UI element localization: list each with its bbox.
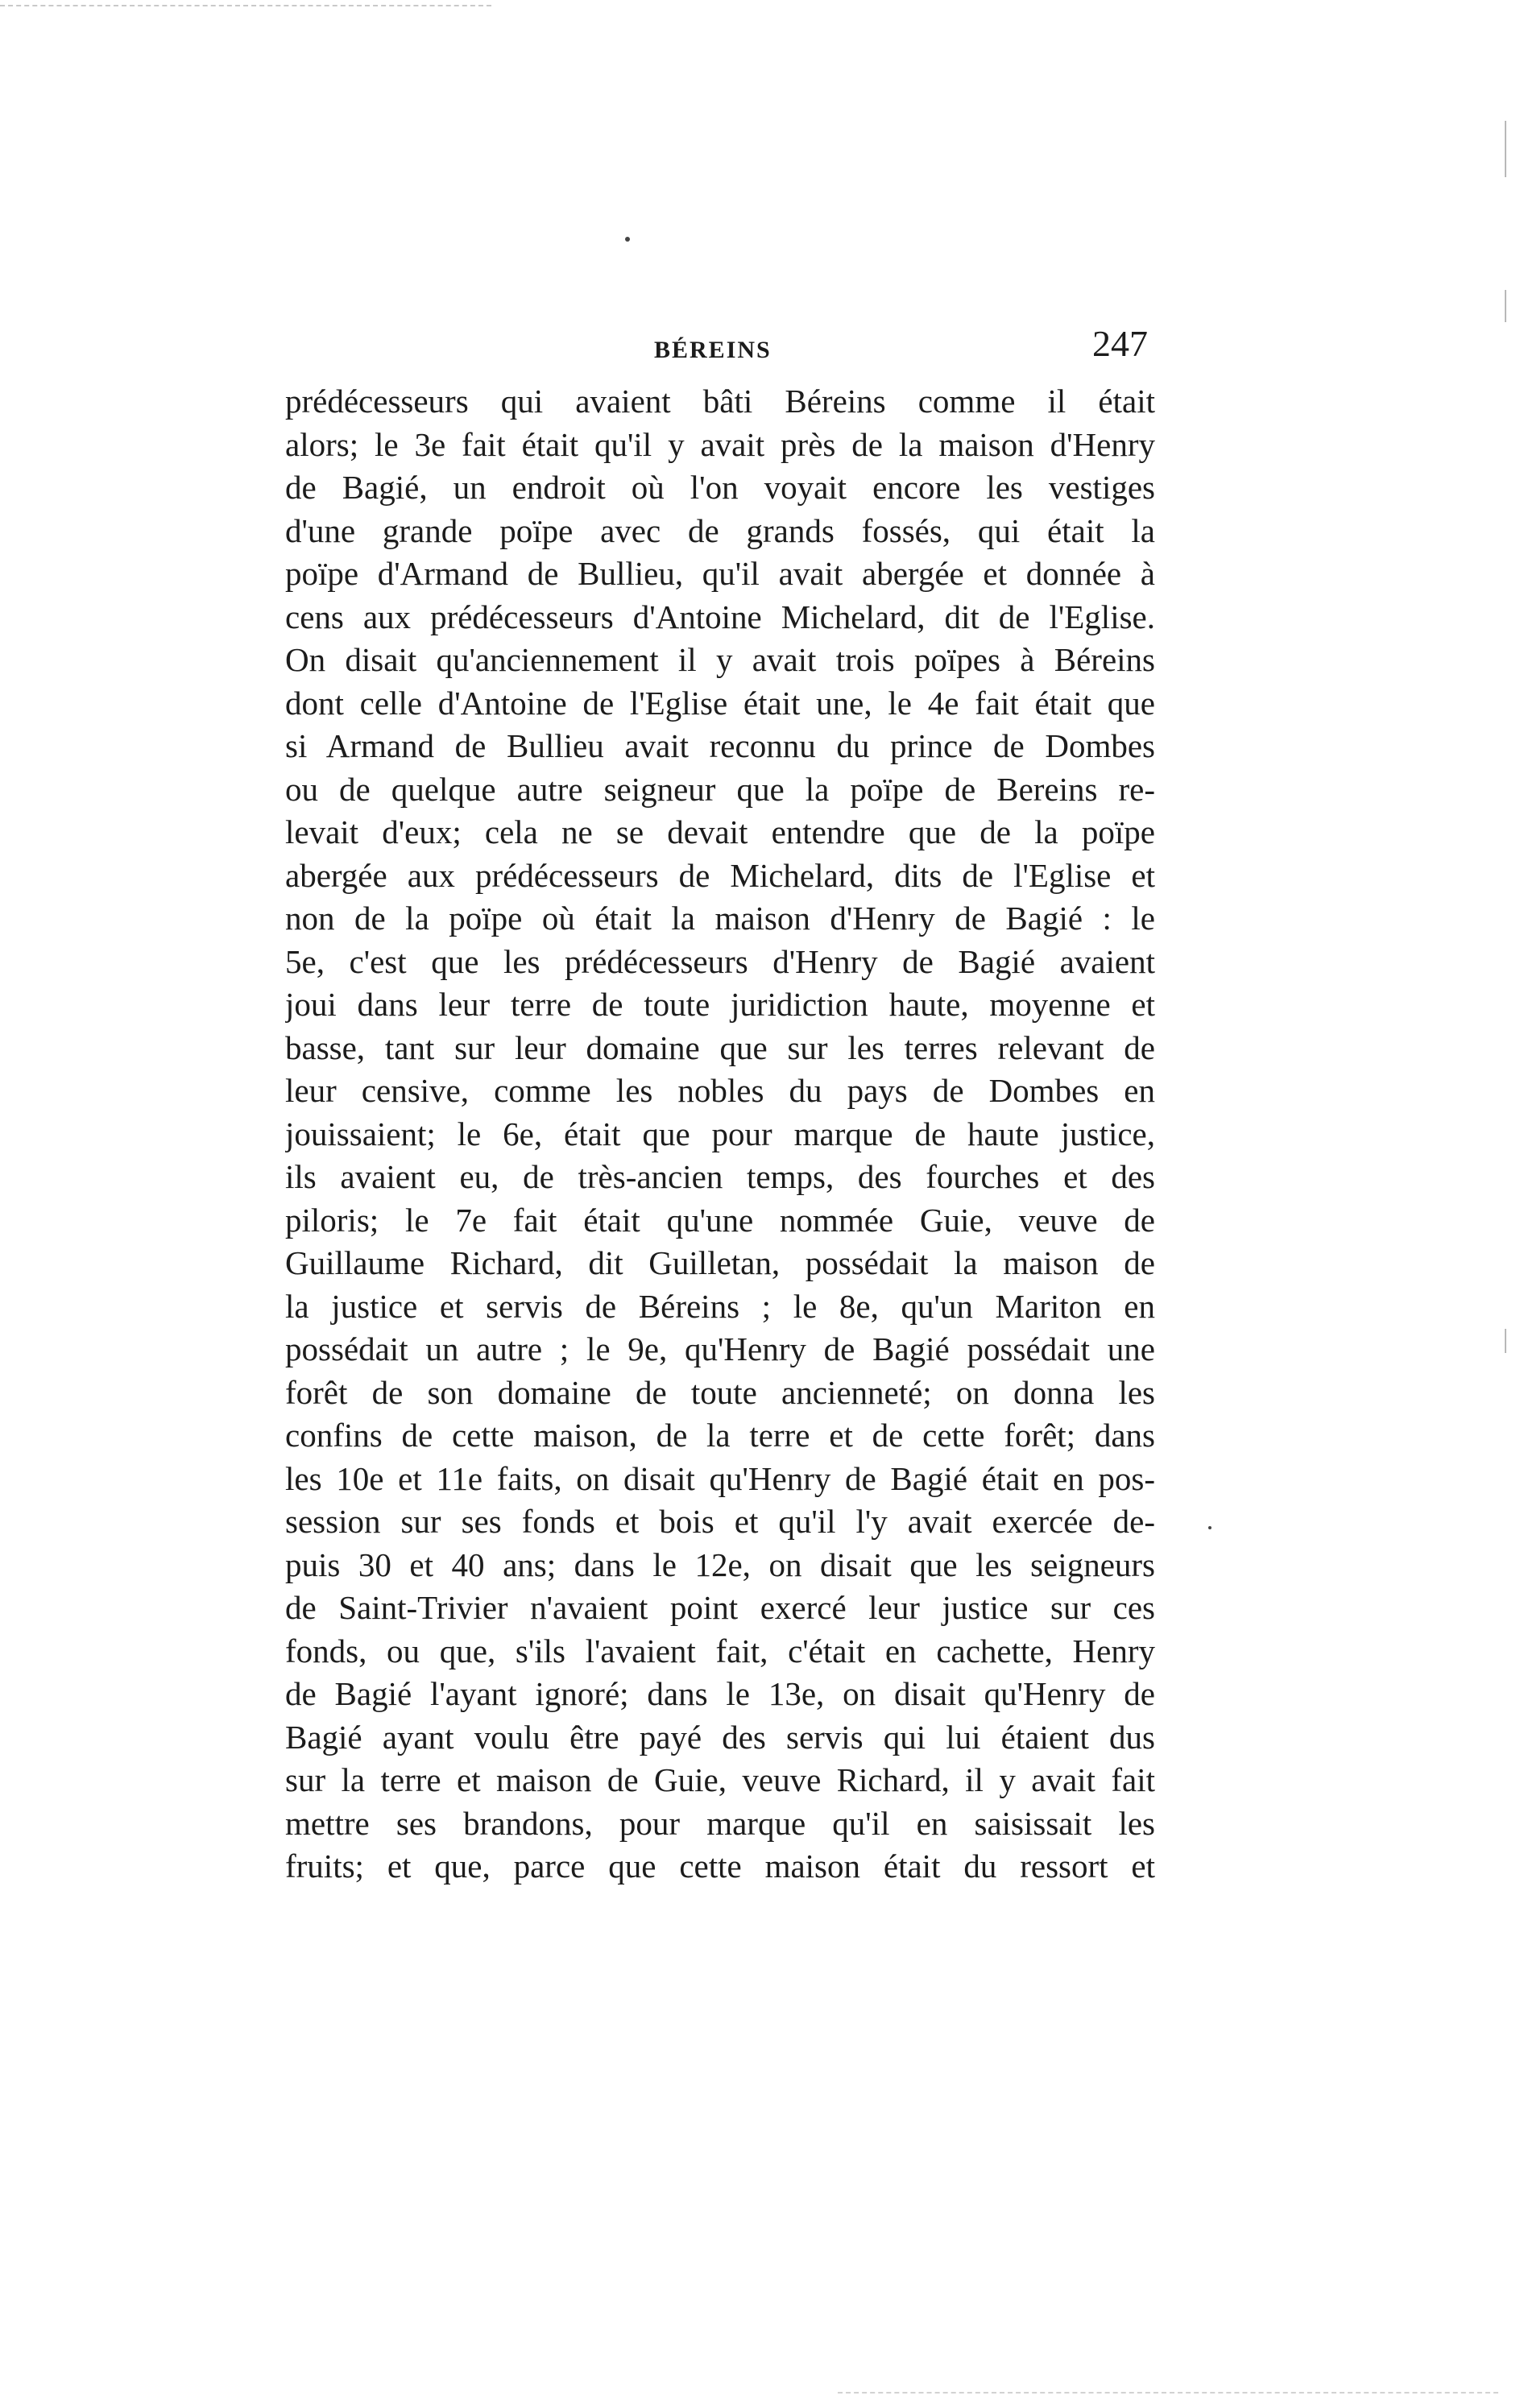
text-line: prédécesseurs qui avaient bâti Béreins comme il était [285,383,1155,420]
text-line: alors; le 3e fait était qu'il y avait près de la maison d'Henry [285,425,1155,463]
scan-speck [1208,1526,1211,1529]
text-line: de Saint-Trivier n'avaient point exercé leur justice sur ces [285,1589,1155,1626]
text-line: abergée aux prédécesseurs de Michelard, dits de l'Eglise et [285,856,1155,894]
text-line: confins de cette maison, de la terre et de cette forêt; dans [285,1417,1155,1454]
text-line: les 10e et 11e faits, on disait qu'Henry de Bagié était en pos- [285,1459,1155,1497]
text-line: levait d'eux; cela ne se devait entendre que de la poïpe [285,813,1155,850]
text-line: 5e, c'est que les prédécesseurs d'Henry de Bagié avaient [285,942,1155,980]
text-line: fruits; et que, parce que cette maison était du ressort et [285,1847,1155,1885]
text-line: cens aux prédécesseurs d'Antoine Michelard, dit de l'Eglise. [285,598,1155,635]
text-line: piloris; le 7e fait était qu'une nommée Guie, veuve de [285,1201,1155,1239]
text-line: jouissaient; le 6e, était que pour marque de haute justice, [285,1115,1155,1152]
text-line: Guillaume Richard, dit Guilletan, possédait la maison de [285,1244,1155,1281]
body-text [285,380,1155,1889]
text-line: fonds, ou que, s'ils l'avaient fait, c'était en cachette, Henry [285,1632,1155,1669]
text-line: de Bagié l'ayant ignoré; dans le 13e, on disait qu'Henry de [285,1675,1155,1712]
running-head [282,322,1156,379]
running-title: BÉREINS [654,337,772,363]
scan-edge-mark [1505,1329,1506,1353]
text-line: puis 30 et 40 ans; dans le 12e, on disait que les seigneurs [285,1545,1155,1583]
text-line: possédait un autre ; le 9e, qu'Henry de Bagié possédait une [285,1330,1155,1367]
text-line: si Armand de Bullieu avait reconnu du prince de Dombes [285,727,1155,764]
text-line: joui dans leur terre de toute juridiction haute, moyenne et [285,986,1155,1023]
scan-edge-mark [1505,290,1506,322]
text-line: poïpe d'Armand de Bullieu, qu'il avait abergée et donnée à [285,555,1155,592]
text-line: la justice et servis de Béreins ; le 8e, qu'un Mariton en [285,1287,1155,1325]
text-line: mettre ses brandons, pour marque qu'il en saisissait les [285,1804,1155,1842]
text-line: d'une grande poïpe avec de grands fossés, qui était la [285,511,1155,549]
scan-edge-bottom [838,2392,1498,2394]
text-line: On disait qu'anciennement il y avait trois poïpes à Béreins [285,641,1155,678]
text-line: Bagié ayant voulu être payé des servis qui lui étaient dus [285,1718,1155,1756]
text-line: sur la terre et maison de Guie, veuve Richard, il y avait fait [285,1761,1155,1798]
text-line: ou de quelque autre seigneur que la poïpe de Bereins re- [285,770,1155,808]
page-number: 247 [1092,323,1148,364]
scan-edge-top [0,5,491,6]
scan-edge-mark [1505,121,1506,177]
text-line: basse, tant sur leur domaine que sur les terres relevant de [285,1028,1155,1066]
text-line: non de la poïpe où était la maison d'Henry de Bagié : le [285,900,1155,937]
text-line: dont celle d'Antoine de l'Eglise était une, le 4e fait était que [285,684,1155,722]
text-line: session sur ses fonds et bois et qu'il l'y avait exercée de- [285,1503,1155,1540]
text-line: leur censive, comme les nobles du pays de Dombes en [285,1072,1155,1109]
text-line: forêt de son domaine de toute ancienneté; on donna les [285,1373,1155,1411]
text-line: ils avaient eu, de très-ancien temps, des fourches et des [285,1158,1155,1195]
scan-speck [625,237,630,242]
text-line: de Bagié, un endroit où l'on voyait encore les vestiges [285,469,1155,506]
